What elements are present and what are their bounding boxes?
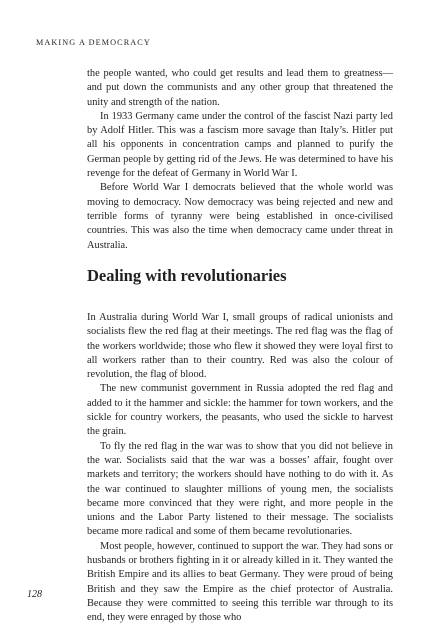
- paragraph: In Australia during World War I, small groups of radical unionists and socialists flew the red flag at their meetings. The red flag was the flag of the workers worldwide; those who flew it showed they were loyal first to all workers rather than to their country. Red was also the colour of revolution, the flag of blood.: [87, 312, 393, 381]
- body-text-after-heading: [87, 311, 393, 626]
- paragraph: the people wanted, who could get results and lead them to greatness—and put down the communists and any other group that threatened the unity and strength of the nation.: [87, 68, 393, 108]
- paragraph: To fly the red flag in the war was to show that you did not believe in the war. Socialists said that the war was a bosses’ affair, fought over markets and territory; the workers should have nothing to do with it. As the war continued to slaughter millions of young men, the socialists became more convinced that they were right, and more people in the unions and the Labor Party listened to their message. The socialists became more radical and some of them became revolutionaries.: [87, 440, 393, 538]
- paragraph: Before World War I democrats believed that the whole world was moving to democracy. Now democracy was being rejected and new and terrible forms of tyranny were being established in once-civilised countries. This was also the time when democracy came under threat in Australia.: [87, 182, 393, 251]
- section-heading: Dealing with revolutionaries: [87, 266, 287, 285]
- page-number: 128: [27, 589, 42, 600]
- paragraph: In 1933 Germany came under the control of the fascist Nazi party led by Adolf Hitler. This was a fascism more savage than Italy’s. Hitler put all his opponents in concentration camps and planned to purify the German people by getting rid of the Jews. He was determined to have his revenge for the defeat of Germany in World War I.: [87, 110, 393, 180]
- paragraph: The new communist government in Russia adopted the red flag and added to it the hammer and sickle: the hammer for town workers, and the sickle for country workers, the peasants, who used the sickle to harvest the grain.: [87, 383, 393, 438]
- running-head: MAKING A DEMOCRACY: [36, 38, 151, 47]
- body-text-before-heading: [87, 67, 393, 253]
- paragraph: Most people, however, continued to support the war. They had sons or husbands or brothers fighting in it or already killed in it. They wanted the British Empire and its allies to beat Germany. They were proud of being British and they saw the Empire as the chief protector of Australia. Because they were committed to seeing this terrible war through to its end, they were enraged by those who: [87, 540, 393, 624]
